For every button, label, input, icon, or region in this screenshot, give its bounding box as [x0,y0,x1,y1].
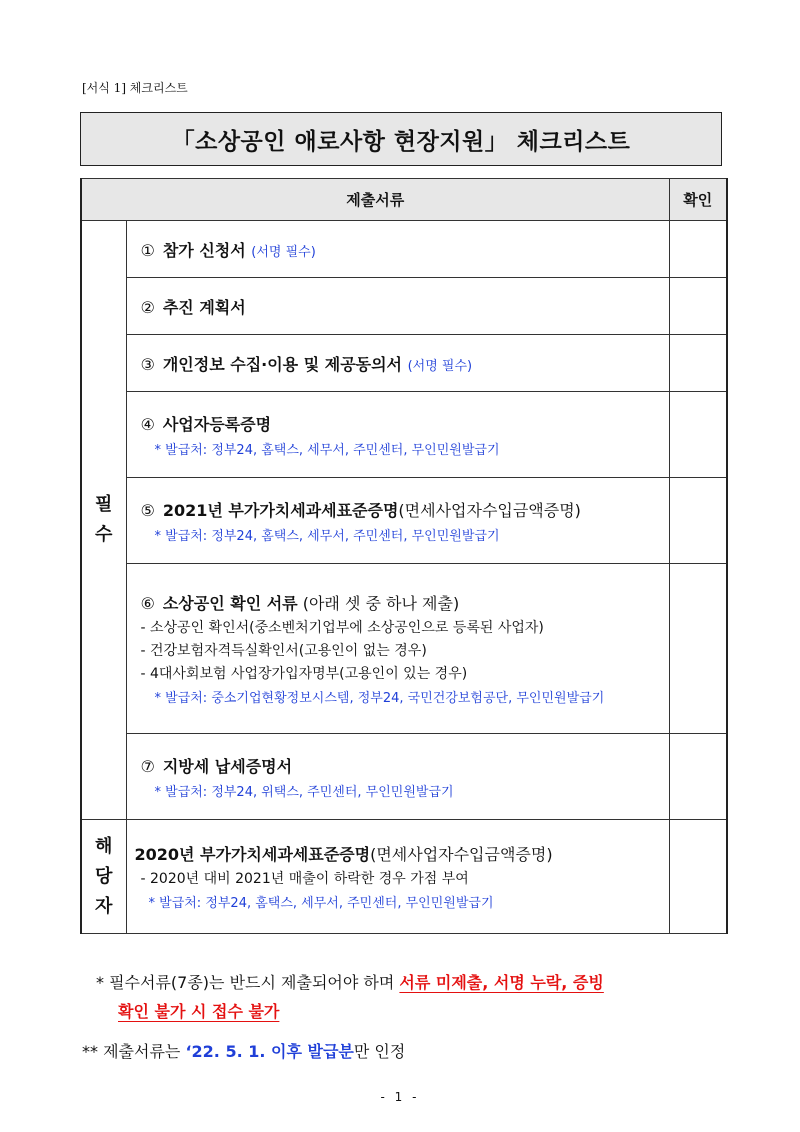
item-number: ② [140,297,155,317]
item-5 [126,478,669,564]
item-suffix: (면세사업자수입금액증명) [398,500,581,520]
item-4 [126,392,669,478]
page-title: 「소상공인 애로사항 현장지원」 체크리스트 [171,128,631,155]
item-number: ⑥ [140,594,155,613]
item-suffix: (아래 셋 중 하나 제출) [297,594,460,613]
footnote-date: ‘22. 5. 1. 이후 발급분 [185,1042,354,1061]
item-subline: - 소상공인 확인서(중소벤처기업부에 소상공인으로 등록된 사업자) [140,620,544,636]
required-label-2: 수 [95,524,113,545]
confirm-cell[interactable] [669,392,727,478]
item-2 [126,278,669,335]
header-confirm: 확인 [669,179,727,221]
applicable-label-1: 해 [95,835,113,857]
item-title: 개인정보 수집·이용 및 제공동의서 [162,354,403,374]
page-number: - 1 - [380,1090,420,1104]
item-note: (서명 필수) [407,358,473,374]
required-label-1: 필 [95,494,113,515]
table-row [81,820,727,934]
confirm-cell[interactable] [669,221,727,278]
footnote-warning-2: 확인 불가 시 접수 불가 [118,1002,280,1021]
table-row [81,221,727,278]
item-subline: - 건강보험자격득실확인서(고용인이 없는 경우) [140,643,427,659]
required-category [81,221,126,820]
item-title: 소상공인 확인 서류 [162,594,298,613]
footnote-issue-date [82,1039,405,1062]
item-suffix: (면세사업자수입금액증명) [370,845,553,864]
title-box [80,112,722,166]
item-source: * 발급처: 정부24, 홈택스, 세무서, 주민센터, 무인민원발급기 [154,442,500,458]
footnote-warning-1: 서류 미제출, 서명 누락, 증빙 [399,973,604,992]
confirm-cell[interactable] [669,478,727,564]
item-title: 추진 계획서 [162,297,246,317]
item-3 [126,335,669,392]
confirm-cell[interactable] [669,278,727,335]
item-title: 사업자등록증명 [162,414,272,434]
footnote-required [96,968,736,1026]
item-title: 지방세 납세증명서 [162,756,293,776]
item-7 [126,734,669,820]
confirm-cell[interactable] [669,335,727,392]
item-number: ⑤ [140,500,155,520]
item-number: ⑦ [140,756,155,776]
table-header-row [81,179,727,221]
confirm-cell[interactable] [669,820,727,934]
item-subline: - 2020년 대비 2021년 매출이 하락한 경우 가점 부여 [140,871,469,887]
applicable-label-3: 자 [95,895,113,917]
item-1 [126,221,669,278]
item-note: (서명 필수) [251,244,316,260]
applicable-item [126,820,669,934]
footnote-suffix: 만 인정 [353,1042,406,1061]
item-number: ③ [140,354,155,374]
applicable-label-2: 당 [95,865,113,887]
item-number: ① [140,240,155,260]
confirm-cell[interactable] [669,564,727,734]
table-row [81,278,727,335]
applicable-category [81,820,126,934]
header-documents: 제출서류 [81,179,669,221]
item-source: * 발급처: 정부24, 홈택스, 세무서, 주민센터, 무인민원발급기 [148,896,494,911]
table-row [81,392,727,478]
table-row [81,564,727,734]
table-row [81,335,727,392]
table-row [81,734,727,820]
item-title: 2021년 부가가치세과세표준증명 [162,500,399,520]
item-number: ④ [140,414,155,434]
item-title: 참가 신청서 [162,240,246,260]
item-title: 2020년 부가가치세과세표준증명 [134,845,371,864]
confirm-cell[interactable] [669,734,727,820]
item-source: * 발급처: 중소기업현황정보시스템, 정부24, 국민건강보험공단, 무인민원발급기 [154,691,605,706]
item-source: * 발급처: 정부24, 홈택스, 세무서, 주민센터, 무인민원발급기 [154,528,500,544]
footnote-text: ** 제출서류는 [82,1042,186,1061]
table-row [81,478,727,564]
item-6 [126,564,669,734]
form-label: [서식 1] 체크리스트 [82,81,188,95]
checklist-table [80,178,728,934]
item-subline: - 4대사회보험 사업장가입자명부(고용인이 있는 경우) [140,666,468,682]
item-source: * 발급처: 정부24, 위택스, 주민센터, 무인민원발급기 [154,784,454,800]
footnote-text: * 필수서류(7종)는 반드시 제출되어야 하며 [96,973,400,992]
